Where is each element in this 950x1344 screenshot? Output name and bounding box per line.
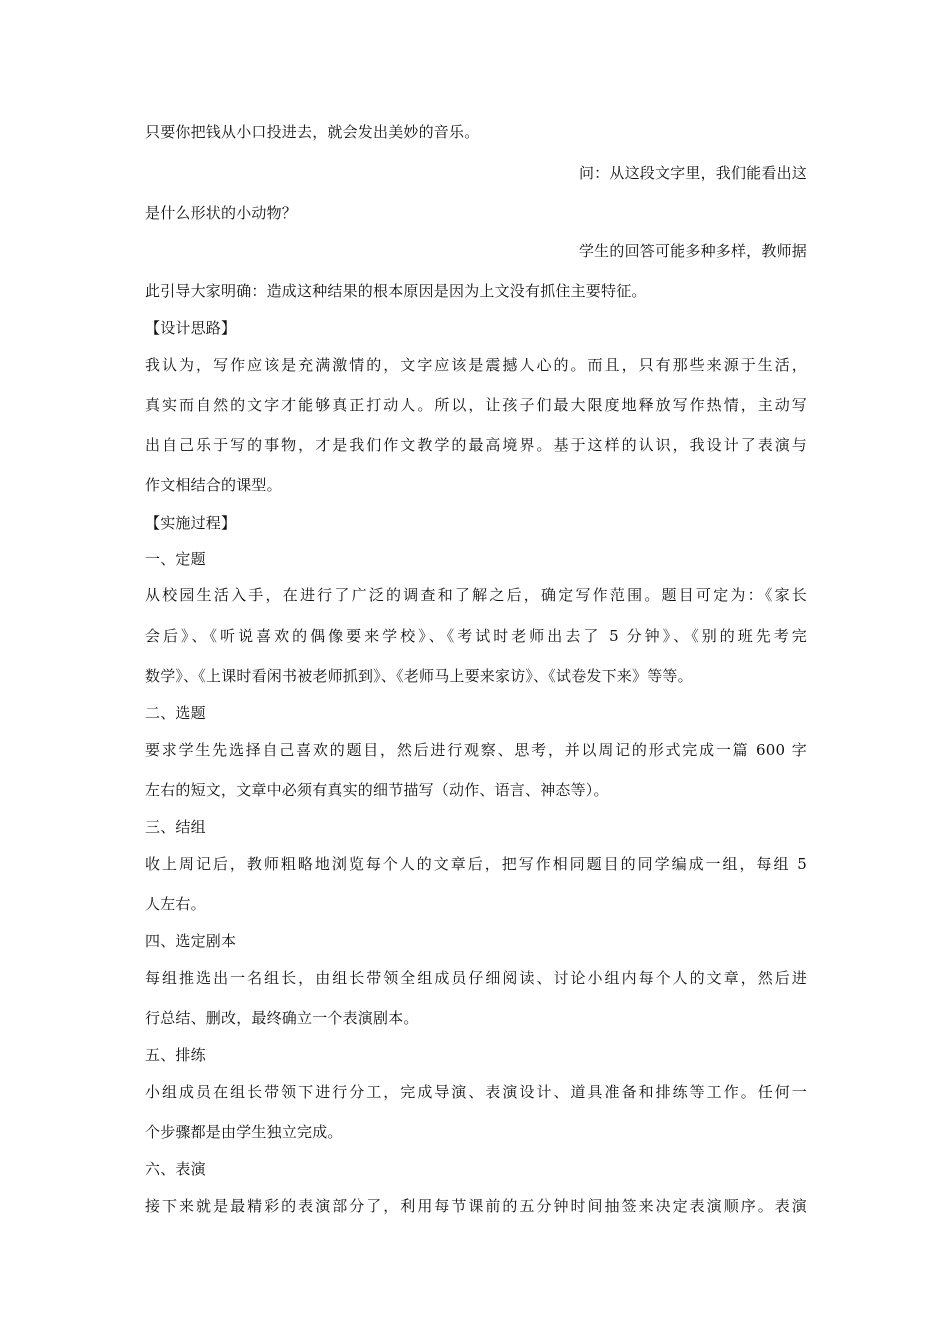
text-line: 只要你把钱从小口投进去，就会发出美妙的音乐。 (145, 123, 480, 141)
text-line: 数学》、《上课时看闲书被老师抓到》、《老师马上要来家访》、《试卷发下来》等等。 (145, 667, 693, 685)
text-line: 个步骤都是由学生独立完成。 (145, 1123, 343, 1141)
subsection-heading: 二、选题 (145, 704, 206, 722)
subsection-heading: 五、排练 (145, 1046, 206, 1064)
section-heading: 【实施过程】 (145, 514, 237, 532)
subsection-heading: 四、选定剧本 (145, 932, 237, 950)
text-line: 小组成员在组长带领下进行分工，完成导演、表演设计、道具准备和排练等工作。任何一 (145, 1083, 807, 1101)
question-line: 问：从这段文字里，我们能看出这 (578, 164, 807, 182)
text-line: 真实而自然的文字才能够真正打动人。所以，让孩子们最大限度地释放写作热情，主动写 (145, 396, 807, 414)
text-line: 人左右。 (145, 895, 206, 913)
text-line: 是什么形状的小动物？ (145, 204, 298, 222)
text-line: 从校园生活入手，在进行了广泛的调查和了解之后，确定写作范围。题目可定为：《家长 (145, 586, 807, 604)
text-line: 接下来就是最精彩的表演部分了，利用每节课前的五分钟时间抽签来决定表演顺序。表演 (145, 1197, 807, 1215)
text-line: 出自己乐于写的事物，才是我们作文教学的最高境界。基于这样的认识，我设计了表演与 (145, 436, 807, 454)
text-line: 要求学生先选择自己喜欢的题目，然后进行观察、思考，并以周记的形式完成一篇 600 字 (145, 741, 807, 759)
text-line: 我认为，写作应该是充满激情的，文字应该是震撼人心的。而且，只有那些来源于生活， (145, 356, 807, 374)
section-heading: 【设计思路】 (145, 319, 237, 337)
subsection-heading: 三、结组 (145, 818, 206, 836)
text-line: 此引导大家明确：造成这种结果的根本原因是因为上文没有抓住主要特征。 (145, 282, 647, 300)
text-line: 会后》、《听说喜欢的偶像要来学校》、《考试时老师出去了 5 分钟》、《别的班先考完 (145, 627, 807, 645)
subsection-heading: 一、定题 (145, 550, 206, 568)
text-line: 收上周记后，教师粗略地浏览每个人的文章后，把写作相同题目的同学编成一组，每组 5 (145, 855, 807, 873)
subsection-heading: 六、表演 (145, 1160, 206, 1178)
text-line: 每组推选出一名组长，由组长带领全组成员仔细阅读、讨论小组内每个人的文章，然后进 (145, 969, 807, 987)
text-line: 左右的短文，文章中必须有真实的细节描写（动作、语言、神态等）。 (145, 781, 609, 799)
text-line: 作文相结合的课型。 (145, 476, 282, 494)
text-line: 学生的回答可能多种多样，教师据 (578, 242, 807, 260)
text-line: 行总结、删改，最终确立一个表演剧本。 (145, 1009, 419, 1027)
